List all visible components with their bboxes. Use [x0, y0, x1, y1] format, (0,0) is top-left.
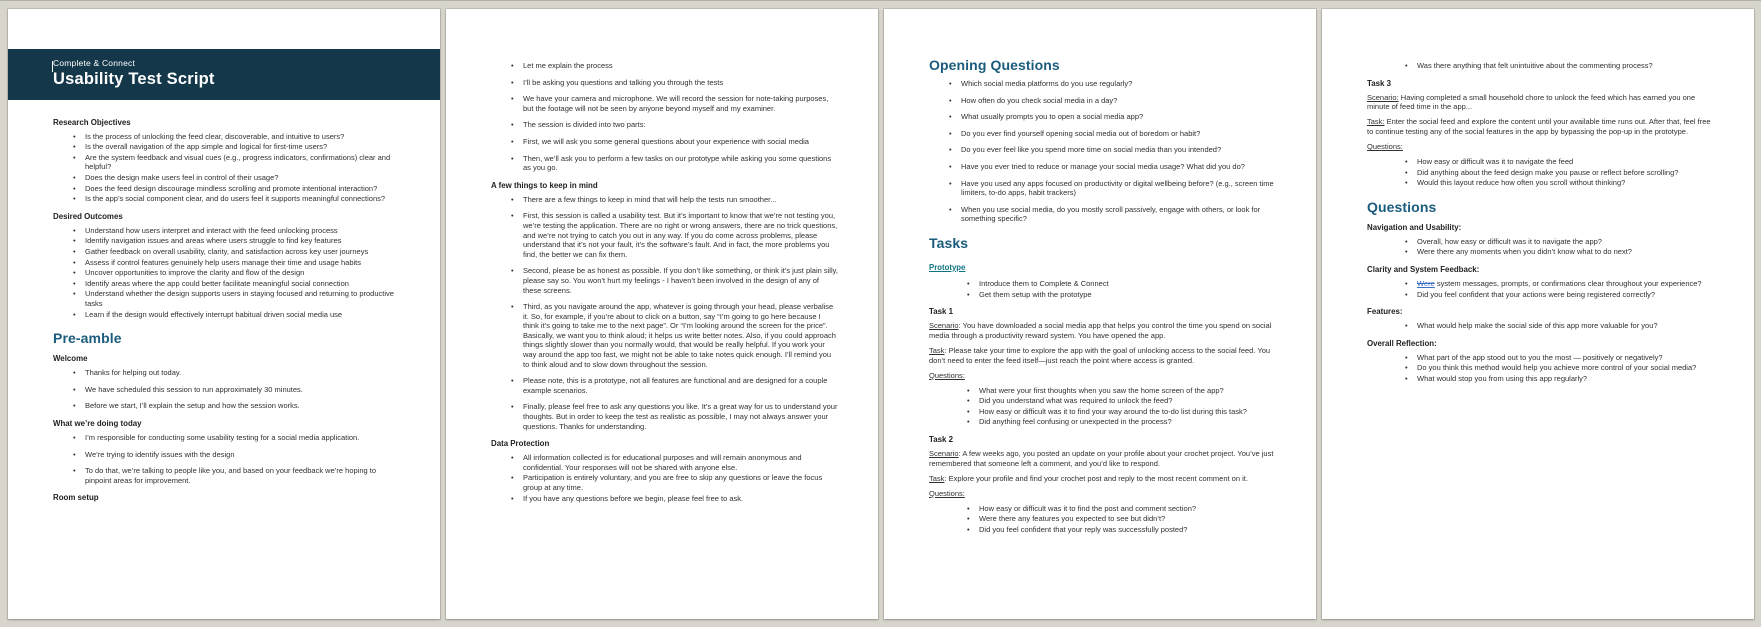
bullet-list: [929, 79, 1276, 224]
bullet-item: • Finally, please feel free to ask any questions you like. It’s a great way for us to understand your thoughts. But in order to keep the test as realistic as possible, I may not always answer your questions. Thanks for understanding.: [511, 402, 838, 431]
page-content: [446, 9, 878, 503]
sub-heading: A few things to keep in mind: [491, 180, 598, 190]
bullet-item: • Did anything feel confusing or unexpected in the process?: [967, 417, 1276, 427]
bullet-list: [1367, 157, 1714, 188]
paragraph-text: A few weeks ago, you posted an update on your profile about your crochet project. You’ve just remembered that someone left a comment, and you’d like to respond.: [929, 448, 1274, 468]
sub-heading: Welcome: [53, 354, 88, 364]
bullet-item: • I’m responsible for conducting some usability testing for a social media application.: [73, 433, 400, 443]
section-heading: Questions: [1367, 198, 1437, 215]
banner-eyebrow: Complete & Connect: [53, 58, 136, 68]
sub-heading: Research Objectives: [53, 117, 131, 127]
paragraph-lead: Task: [929, 345, 945, 355]
bullet-list: [1367, 321, 1714, 331]
bullet-item: • Understand how users interpret and interact with the feed unlocking process: [73, 226, 400, 236]
paragraph-text: Having completed a small household chore to unlock the feed which has earned you one minute of feed time in the app...: [1367, 92, 1696, 112]
bullet-item: • Do you think this method would help you achieve more control of your social media?: [1405, 363, 1714, 373]
bullet-item: • Have you ever tried to reduce or manage your social media usage? What did you do?: [949, 162, 1276, 172]
bullet-list: [53, 433, 400, 485]
bullet-list: [1367, 237, 1714, 257]
paragraph-separator: :: [958, 448, 963, 458]
bullet-item: • If you have any questions before we begin, please feel free to ask.: [511, 494, 838, 504]
sub-heading: Features:: [1367, 307, 1403, 317]
sub-heading: What we’re doing today: [53, 418, 142, 428]
bullet-list: [1367, 353, 1714, 384]
bullet-item: • Participation is entirely voluntary, and you are free to skip any questions or leave the focus group at any time.: [511, 473, 838, 492]
bullet-item: • Learn if the design would effectively interrupt habitual driven social media use: [73, 310, 400, 320]
bullet-item: • Were there any moments when you didn’t know what to do next?: [1405, 247, 1714, 257]
bullet-item: • The session is divided into two parts:: [511, 120, 838, 130]
bullet-item: • Did you feel confident that your actions were being registered correctly?: [1405, 290, 1714, 300]
paragraph: [1367, 142, 1714, 152]
paragraph-text: Explore your profile and find your crochet post and reply to the most recent comment on it.: [948, 473, 1248, 483]
paragraph: [929, 449, 1276, 469]
paragraph: [929, 371, 1276, 381]
bullet-list: [929, 279, 1276, 299]
section-heading: Pre-amble: [53, 330, 122, 347]
page-content: [884, 9, 1316, 534]
bullet-item: • Assess if control features genuinely help users manage their time and usage habits: [73, 258, 400, 268]
bullet-item: • Let me explain the process: [511, 61, 838, 71]
page-content: [8, 100, 440, 503]
bullet-item: • What would help make the social side of this app more valuable for you?: [1405, 321, 1714, 331]
bullet-item: • Introduce them to Complete & Connect: [967, 279, 1276, 289]
bullet-item: • Before we start, I’ll explain the setup and how the session works.: [73, 401, 400, 411]
bullet-list: [929, 504, 1276, 535]
bullet-list: [491, 453, 838, 503]
bullet-item: • Do you ever find yourself opening social media out of boredom or habit?: [949, 129, 1276, 139]
paragraph-separator: :: [944, 473, 949, 483]
page-2: [446, 9, 878, 619]
bullet-list: [53, 226, 400, 319]
bullet-item: • Did you understand what was required to unlock the feed?: [967, 396, 1276, 406]
sub-heading: Task 1: [929, 307, 953, 317]
bullet-item: • All information collected is for educational purposes and will remain anonymous and confidential. Your responses will not be shared with anyone else.: [511, 453, 838, 472]
bullet-item-text: system messages, prompts, or confirmations clear throughout your experience?: [1434, 279, 1702, 289]
banner-title: Usability Test Script: [53, 70, 215, 89]
paragraph: [929, 489, 1276, 499]
bullet-item: • Were there any features you expected to see but didn’t?: [967, 514, 1276, 524]
bullet-item: • What part of the app stood out to you the most — positively or negatively?: [1405, 353, 1714, 363]
bullet-item: • Was there anything that felt unintuitive about the commenting process?: [1405, 61, 1714, 71]
page-content: [1322, 9, 1754, 384]
paragraph-lead: Scenario:: [1367, 92, 1399, 102]
bullet-item: • Overall, how easy or difficult was it to navigate the app?: [1405, 237, 1714, 247]
paragraph-text: Enter the social feed and explore the content until your available time runs out. After that, feel free to continue testing any of the social features in the app by bypassing the pop-up in the prototype.: [1367, 117, 1711, 137]
bullet-item: • Is the app’s social component clear, and do users feel it supports meaningful connections?: [73, 194, 400, 204]
bullet-item: • Understand whether the design supports users in staying focused and returning to productive tasks: [73, 289, 400, 308]
sub-heading: Task 2: [929, 434, 953, 444]
bullet-item: • Gather feedback on overall usability, clarity, and satisfaction across key user journeys: [73, 247, 400, 257]
paragraph-lead: Questions:: [1367, 142, 1403, 152]
sub-heading: Task 3: [1367, 78, 1391, 88]
paragraph-separator: :: [958, 321, 963, 331]
prototype-link[interactable]: Prototype: [929, 262, 966, 272]
bullet-item: • Have you used any apps focused on productivity or digital wellbeing before? (e.g., screen time limiters, to-do apps, habit trackers): [949, 179, 1276, 198]
paragraph: [929, 474, 1276, 484]
bullet-item: • Did you feel confident that your reply was successfully posted?: [967, 525, 1276, 535]
bullet-item: • Did anything about the feed design make you pause or reflect before scrolling?: [1405, 168, 1714, 178]
bullet-item: • Would this layout reduce how often you scroll without thinking?: [1405, 178, 1714, 188]
bullet-item: • Then, we’ll ask you to perform a few tasks on our prototype while asking you some questions as you go.: [511, 154, 838, 173]
paragraph: [1367, 117, 1714, 137]
bullet-list: [1367, 279, 1714, 299]
bullet-item: • How easy or difficult was it to navigate the feed: [1405, 157, 1714, 167]
bullet-item: • First, we will ask you some general questions about your experience with social media: [511, 137, 838, 147]
sub-heading: Data Protection: [491, 439, 550, 449]
grammar-marked-word: Were: [1417, 279, 1435, 289]
bullet-item: • How often do you check social media in a day?: [949, 96, 1276, 106]
bullet-list: [53, 368, 400, 411]
bullet-item: • What were your first thoughts when you saw the home screen of the app?: [967, 386, 1276, 396]
text-cursor: [52, 61, 53, 72]
bullet-item: • Is the overall navigation of the app simple and logical for first-time users?: [73, 142, 400, 152]
doc-banner: [8, 49, 440, 100]
bullet-item: • Third, as you navigate around the app, whatever is going through your head, please verbalise it. So, for example, if you’re about to click on a button, say “I’m going to go here because I think it’s going to take me to the next page”. Or “I’m looking around the screen for the price”. Basically, we want you to think aloud; it helps us write better notes. Also, if you could approach things slightly slower than you normally would, that would be really helpful. If you work your way around the app too fast, we might not be able to take notes quick enough. I’ll remind you to think aloud and to slow down throughout the session.: [511, 302, 838, 369]
bullet-item: • Second, please be as honest as possible. If you don’t like something, or think it’s just plain silly, please say so. You won’t hurt my feelings - I haven’t been involved in the design of any of these screens.: [511, 266, 838, 295]
bullet-list: [929, 386, 1276, 427]
bullet-item: • We have scheduled this session to run approximately 30 minutes.: [73, 385, 400, 395]
paragraph-lead: Task: [929, 473, 945, 483]
bullet-item: • Thanks for helping out today.: [73, 368, 400, 378]
bullet-item: • Please note, this is a prototype, not all features are functional and are designed for a couple example scenarios.: [511, 376, 838, 395]
bullet-list: [491, 61, 838, 173]
bullet-item: • Which social media platforms do you use regularly?: [949, 79, 1276, 89]
bullet-item: • Is the process of unlocking the feed clear, discoverable, and intuitive to users?: [73, 132, 400, 142]
bullet-item: • When you use social media, do you mostly scroll passively, engage with others, or look for something specific?: [949, 205, 1276, 224]
sub-heading: Clarity and System Feedback:: [1367, 265, 1480, 275]
bullet-item: • To do that, we’re talking to people like you, and based on your feedback we’re hoping to pinpoint areas for improvement.: [73, 466, 400, 485]
bullet-list: [53, 132, 400, 204]
paragraph-lead: Scenario: [929, 321, 959, 331]
bullet-item: • Identify navigation issues and areas where users struggle to find key features: [73, 236, 400, 246]
bullet-item: • What would stop you from using this app regularly?: [1405, 374, 1714, 384]
bullet-item: • Does the feed design discourage mindless scrolling and promote intentional interaction?: [73, 184, 400, 194]
paragraph: [929, 321, 1276, 341]
bullet-list: [491, 195, 838, 431]
bullet-item: • Identify areas where the app could better facilitate meaningful social connection: [73, 279, 400, 289]
section-heading: Tasks: [929, 234, 969, 251]
bullet-item: • Are the system feedback and visual cues (e.g., progress indicators, confirmations) clear and helpful?: [73, 153, 400, 172]
bullet-item: • We have your camera and microphone. We will record the session for note-taking purposes, but the footage will not be seen by anyone beyond myself and my examiner.: [511, 94, 838, 113]
bullet-list: [1367, 61, 1714, 71]
paragraph-lead: Questions:: [929, 370, 965, 380]
bullet-item: • Does the design make users feel in control of their usage?: [73, 173, 400, 183]
page-3: [884, 9, 1316, 619]
paragraph-separator: :: [944, 345, 949, 355]
bullet-item: • Uncover opportunities to improve the clarity and flow of the design: [73, 268, 400, 278]
bullet-item: • How easy or difficult was it to find the post and comment section?: [967, 504, 1276, 514]
bullet-item: • There are a few things to keep in mind that will help the tests run smoother...: [511, 195, 838, 205]
sub-heading: Room setup: [53, 493, 99, 503]
sub-heading: Desired Outcomes: [53, 211, 123, 221]
paragraph-lead: Questions:: [929, 488, 965, 498]
bullet-item: • Get them setup with the prototype: [967, 290, 1276, 300]
paragraph: [1367, 93, 1714, 113]
bullet-item: • Do you ever feel like you spend more time on social media than you intended?: [949, 145, 1276, 155]
paragraph: [929, 346, 1276, 366]
page-1: [8, 9, 440, 619]
page-4: [1322, 9, 1754, 619]
section-heading: Opening Questions: [929, 57, 1060, 73]
paragraph-text: Please take your time to explore the app with the goal of unlocking access to the social feed. You don’t need to enter the feed itself—just reach the point where access is granted.: [929, 345, 1271, 365]
sub-heading: Overall Reflection:: [1367, 338, 1437, 348]
bullet-item: • First, this session is called a usability test. But it’s important to know that we’re not testing you, we’re testing the application. There are no right or wrong answers, there are no trick questions, and we’re not trying to catch you out in any way. If you do come across problems, please understand that it’s not your fault, it’s the software’s fault. And in fact, the more problems you find, the better we can fix them.: [511, 211, 838, 259]
paragraph-lead: Scenario: [929, 448, 959, 458]
bullet-item: • How easy or difficult was it to find your way around the to-do list during this task?: [967, 407, 1276, 417]
bullet-item: • What usually prompts you to open a social media app?: [949, 112, 1276, 122]
sub-heading: Navigation and Usability:: [1367, 222, 1462, 232]
bullet-item: • I’ll be asking you questions and talking you through the tests: [511, 78, 838, 88]
paragraph-lead: Task:: [1367, 117, 1385, 127]
bullet-item: [1405, 279, 1714, 289]
bullet-item: • We’re trying to identify issues with the design: [73, 450, 400, 460]
document-canvas: [0, 1, 1761, 627]
paragraph-text: You have downloaded a social media app that helps you control the time you spend on social media through a productivity reward system. You have opened the app.: [929, 321, 1272, 341]
